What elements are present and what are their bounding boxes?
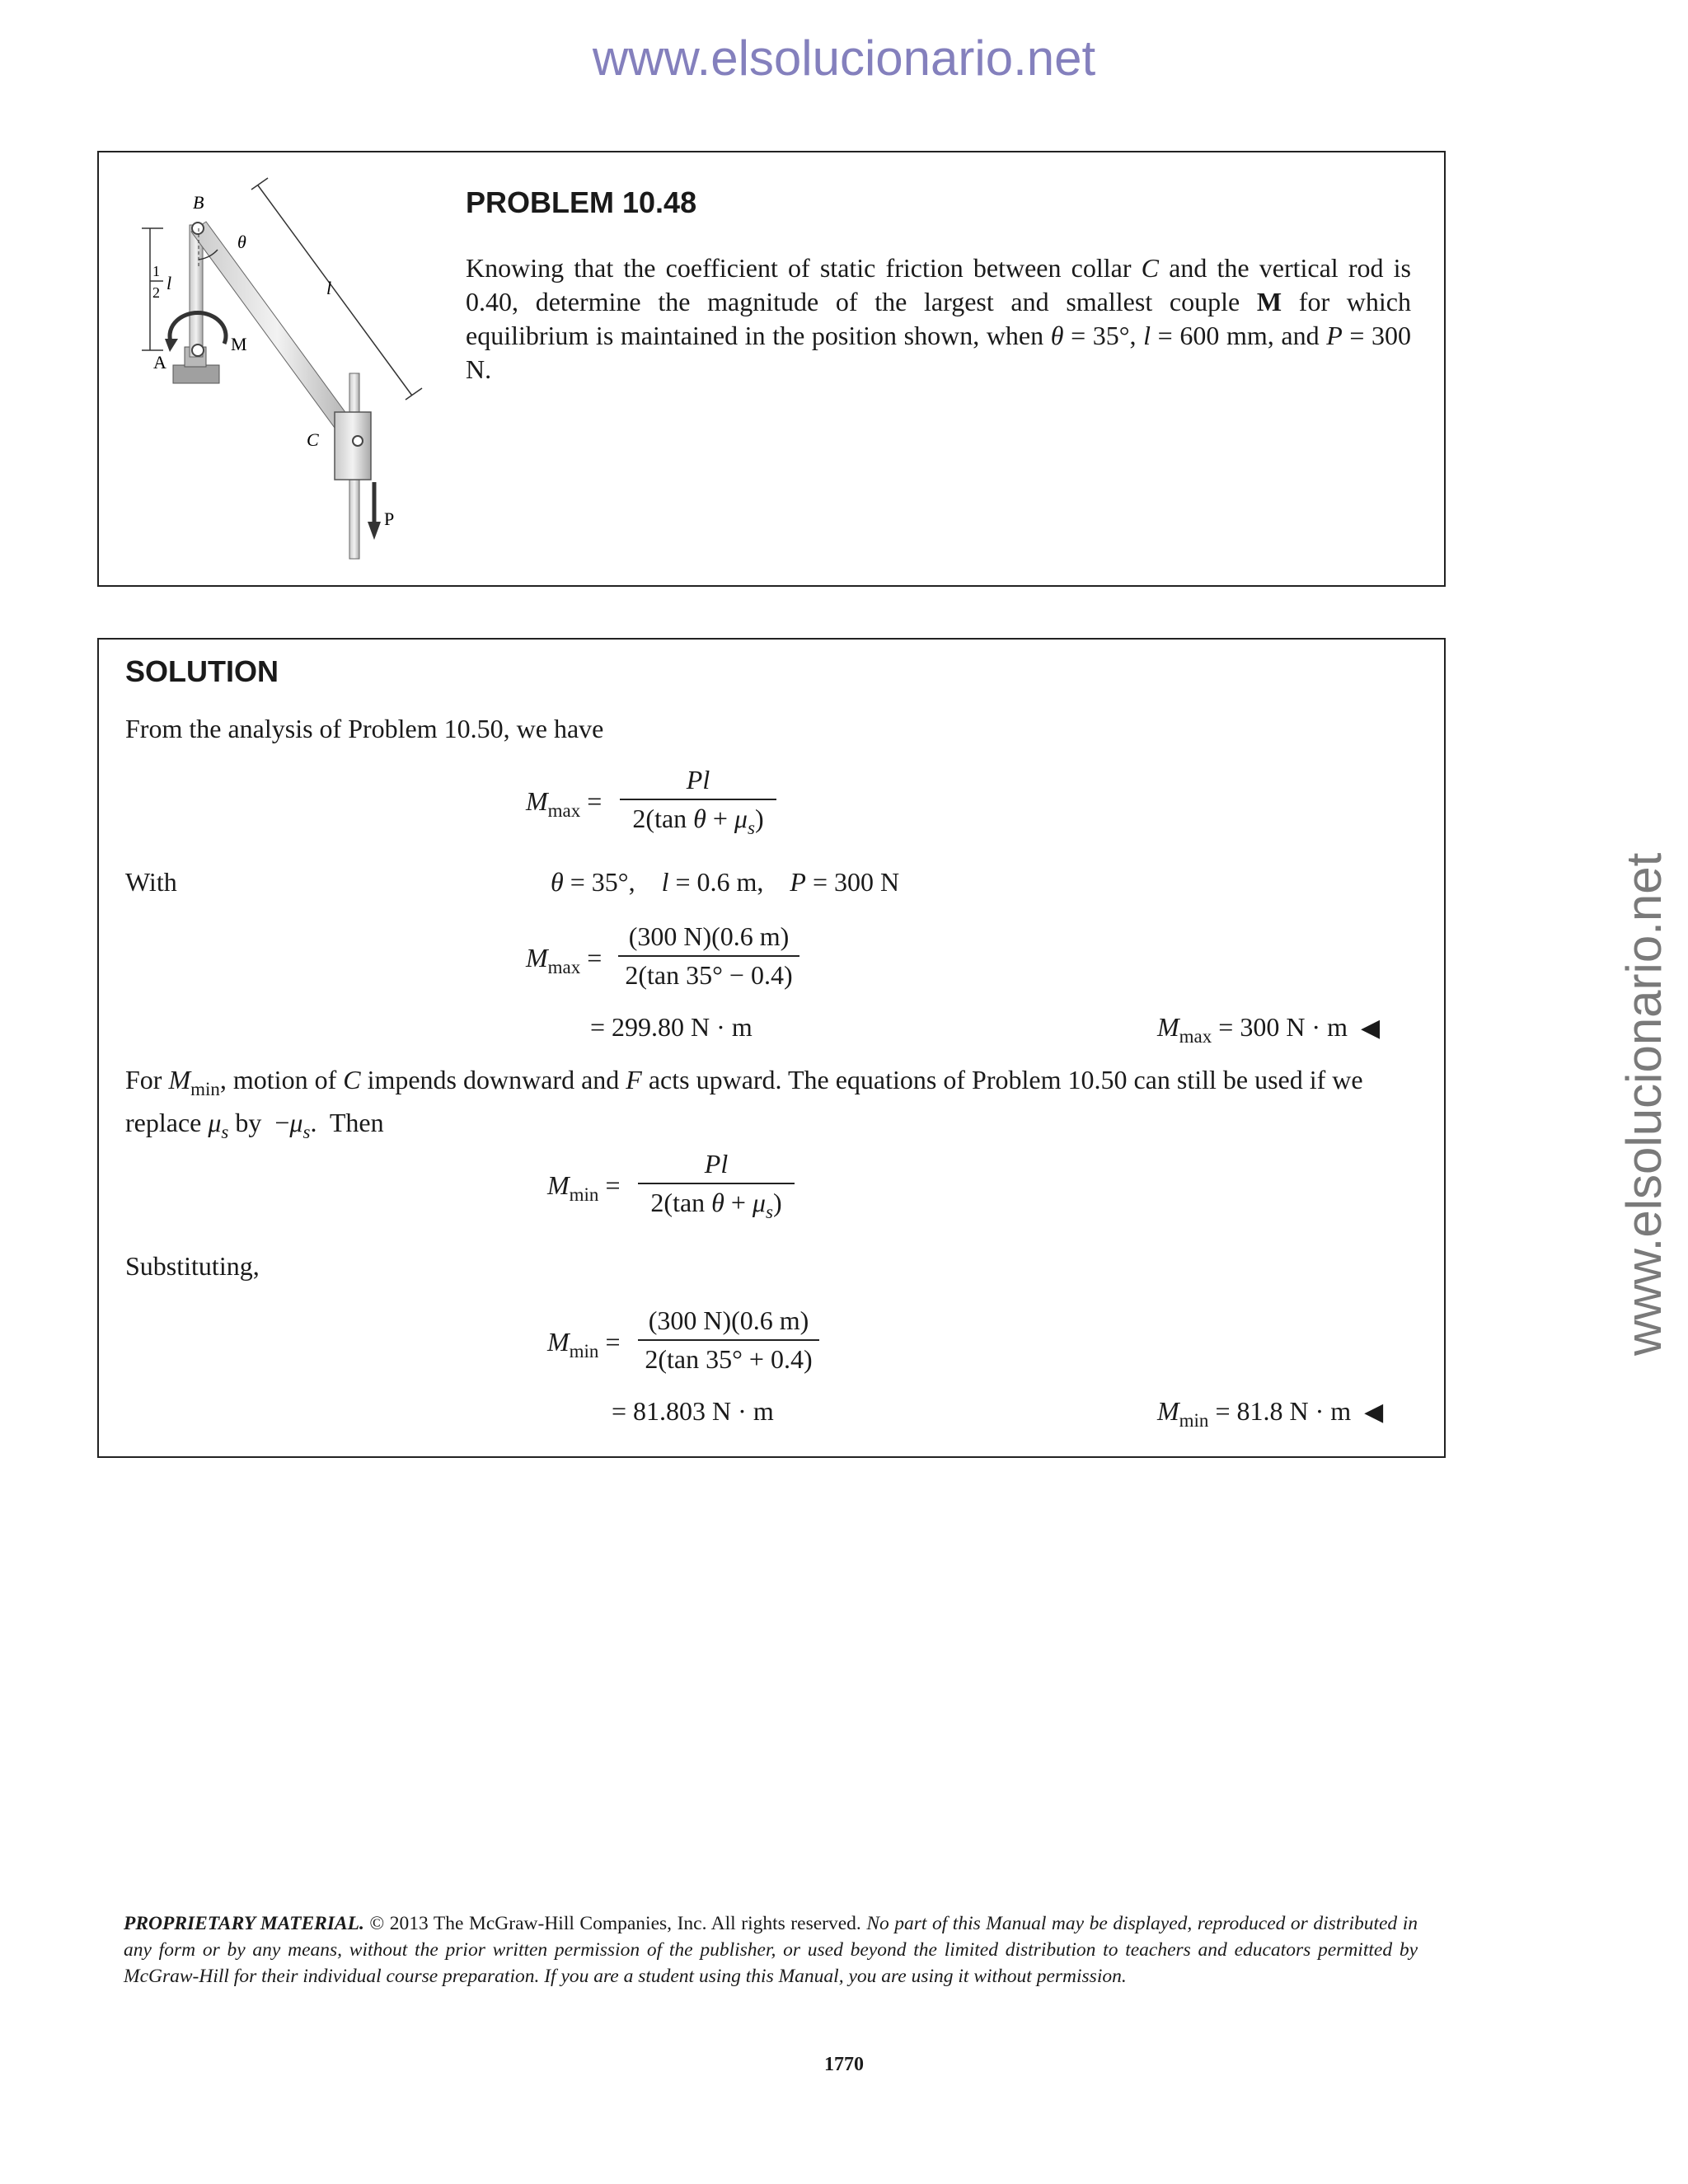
eq3-lhs: $M_{min}$ =: [547, 1170, 621, 1205]
collar-C: [335, 412, 371, 480]
watermark-top[interactable]: www.elsolucionario.net: [592, 30, 1096, 86]
answer-min: $M_{min} = 81.8$ N · m ◀: [1157, 1396, 1384, 1431]
substituting-label: Substituting,: [125, 1251, 260, 1281]
given-values: θ = 35°, l = 0.6 m, P = 300 N: [551, 867, 900, 897]
label-B: B: [193, 192, 204, 213]
mmin-explanation: For $M_{min}$, motion of C impends downward and F acts upward. The equations of Problem 10.50 can still be used if we replace $\mu_s$ by $-\mu_s$. Then: [125, 1065, 1363, 1142]
label-l-half: l: [166, 273, 172, 293]
intro-text: From the analysis of Problem 10.50, we have: [125, 714, 604, 743]
answer-marker-icon: ◀: [1364, 1399, 1384, 1426]
answer-marker-icon: ◀: [1360, 1015, 1381, 1042]
label-l: l: [326, 278, 332, 298]
eq4-fraction: $\frac{(300 N)(0.6 m)}{2(\tan 35^\circ + 0.4)}$: [638, 1305, 819, 1375]
eq1-fraction: $\frac{Pl}{2(\tan \theta + \mu_s)}$: [620, 765, 776, 834]
label-P: P: [384, 509, 395, 529]
watermark-side[interactable]: www.elsolucionario.net: [1616, 852, 1672, 1356]
label-C: C: [307, 429, 319, 450]
problem-box: [97, 151, 1446, 587]
label-A: A: [153, 352, 166, 373]
eq2-lhs: $M_{max}$ =: [526, 943, 603, 977]
problem-statement: Knowing that the coefficient of static friction between collar C and the vertical rod is 0.40, determine the magnitude of the largest and smallest couple M for which equilibrium is maintained in the position shown, when θ = 35°, l = 600 mm, and P = 300 N.: [466, 253, 1412, 384]
problem-title: PROBLEM 10.48: [466, 185, 697, 219]
label-half: 1: [152, 263, 160, 279]
page-number: 1770: [824, 2054, 864, 2075]
eq3-fraction: $\frac{Pl}{2(\tan \theta + \mu_s)}$: [638, 1149, 795, 1218]
eq2-fraction: $\frac{(300 N)(0.6 m)}{2(\tan 35^\circ - 0.4)}$: [618, 921, 799, 991]
solution-box: [97, 638, 1446, 1458]
support-base: [173, 365, 219, 383]
eq4-result: = 81.803 N · m: [612, 1396, 774, 1426]
solution-title: SOLUTION: [125, 654, 279, 688]
label-theta: θ: [237, 232, 246, 252]
eq4-lhs: $M_{min}$ =: [547, 1327, 621, 1361]
dimension-line-l: [258, 185, 412, 396]
answer-max: $M_{max} = 300$ N · m ◀: [1157, 1012, 1381, 1047]
label-two: 2: [152, 284, 160, 301]
copyright-notice: PROPRIETARY MATERIAL. © 2013 The McGraw-Hill Companies, Inc. All rights reserved. No part of this Manual may be displayed, reproduced or distributed in any form or by any means, without the prior written permission of the publisher, or used beyond the limited distribution to teachers and educators permitted by McGraw-Hill for their individual course preparation. If you are a student using this Manual, you are using it without permission.: [124, 1913, 1418, 1987]
eq2-result: = 299.80 N · m: [590, 1012, 753, 1042]
mechanism-figure: [99, 152, 462, 565]
with-label: With: [125, 867, 177, 897]
label-M: M: [231, 334, 247, 354]
eq1-lhs: $M_{max}$ =: [526, 786, 603, 821]
